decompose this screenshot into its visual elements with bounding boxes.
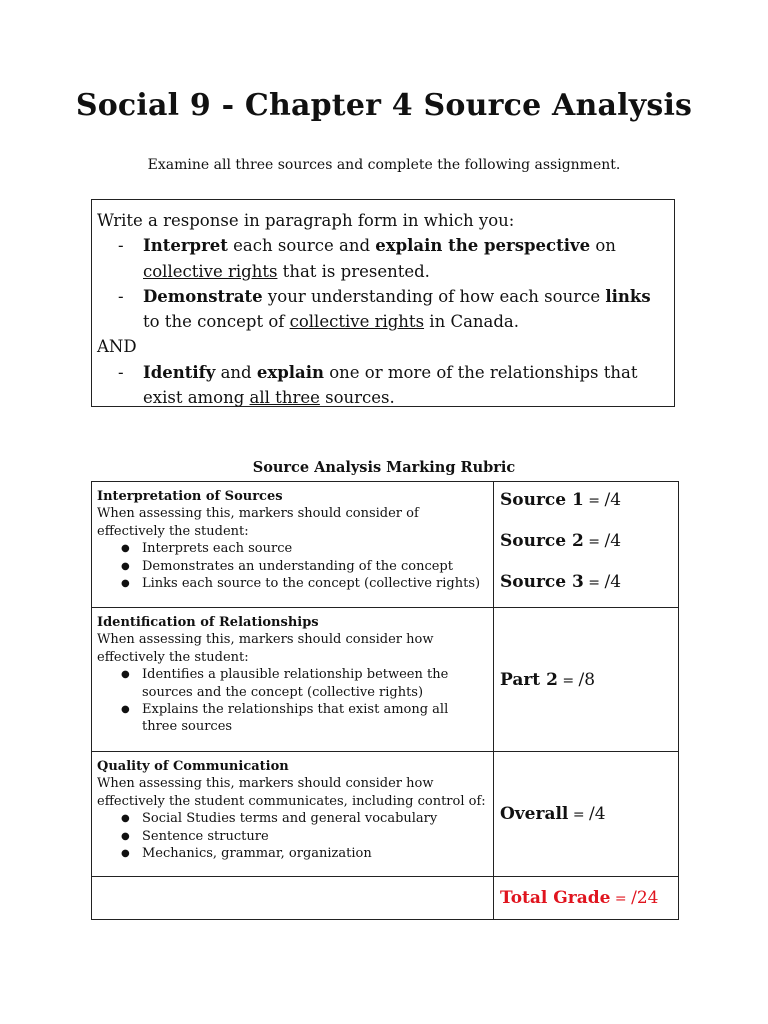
criterion-title: Interpretation of Sources (97, 489, 283, 504)
task-text: in Canada. (424, 312, 520, 332)
total-grade (500, 888, 678, 908)
score-overall (500, 804, 678, 824)
rubric-row-communication (92, 752, 679, 877)
task-text: that is presented. (277, 261, 430, 281)
task-keyword: Interpret (143, 236, 228, 256)
rubric-row-interpretation (92, 482, 679, 608)
criterion-cell (92, 752, 494, 877)
criterion-cell (92, 482, 494, 608)
task-keyword: explain (256, 362, 324, 382)
criterion-title: Identification of Relationships (97, 615, 319, 630)
criterion-bullet: ● Social Studies terms and general vocabulary (97, 810, 487, 827)
task-item-identify (97, 360, 666, 411)
score-label: Source 2 (500, 531, 584, 551)
criterion-description: When assessing this, markers should consider how effectively the student: (97, 632, 434, 665)
marking-rubric-table (91, 481, 679, 920)
score-cell (494, 877, 679, 920)
criterion-bullet: ● Mechanics, grammar, organization (97, 845, 487, 862)
task-text: on (590, 236, 616, 256)
task-underlined: all three (249, 388, 320, 408)
rubric-title: Source Analysis Marking Rubric (252, 459, 516, 476)
criterion-description: When assessing this, markers should consider how effectively the student communicates, including control of: (97, 776, 486, 809)
task-intro: Write a response in paragraph form in which you: (97, 211, 515, 230)
task-text: each source and (227, 236, 376, 256)
score-cell (494, 752, 679, 877)
criterion-bullet: ● Explains the relationships that exist among all three sources (97, 701, 487, 736)
score-cell (494, 482, 679, 608)
criterion-bullets (97, 540, 487, 592)
instructions: Examine all three sources and complete the following assignment. (147, 157, 621, 173)
task-keyword: Identify (143, 362, 216, 382)
total-value: /24 (631, 888, 659, 908)
task-and: AND (97, 337, 137, 357)
score-equals: = (583, 534, 605, 550)
task-text: and (215, 362, 257, 382)
score-part-2 (500, 670, 678, 690)
score-value: /4 (604, 531, 622, 551)
score-equals: = (583, 575, 605, 591)
page-title: Social 9 - Chapter 4 Source Analysis (75, 88, 693, 123)
empty-cell (92, 877, 494, 920)
score-label: Source 3 (500, 572, 584, 592)
criterion-bullet: ● Links each source to the concept (collective rights) (97, 575, 487, 592)
task-item-interpret (97, 233, 666, 284)
task-list (97, 233, 666, 334)
criterion-bullets (97, 810, 487, 862)
score-value: /4 (604, 490, 622, 510)
task-text: one or more of the relationships that exist among (143, 362, 638, 408)
task-text: sources. (319, 388, 395, 408)
task-item-demonstrate (97, 284, 666, 335)
score-value: /4 (589, 804, 606, 824)
score-value: /4 (604, 572, 622, 592)
task-box (91, 199, 675, 407)
rubric-row-total (92, 877, 679, 920)
task-text: to the concept of (143, 312, 290, 332)
score-equals: = (568, 807, 590, 823)
score-label: Source 1 (500, 490, 584, 510)
rubric-row-relationships (92, 608, 679, 752)
total-equals: = (610, 891, 632, 907)
task-underlined: collective rights (143, 261, 278, 281)
score-cell (494, 608, 679, 752)
task-underlined: collective rights (289, 312, 425, 332)
task-keyword: explain the perspective (375, 236, 591, 256)
criterion-bullet: ● Interprets each source (97, 540, 487, 557)
criterion-bullet: ● Demonstrates an understanding of the concept (97, 558, 487, 575)
score-equals: = (557, 672, 579, 689)
total-label: Total Grade (500, 888, 611, 908)
criterion-description: When assessing this, markers should consider of effectively the student: (97, 506, 419, 539)
task-text: your understanding of how each source (262, 286, 606, 306)
criterion-bullet: ● Sentence structure (97, 828, 487, 845)
criterion-title: Quality of Communication (97, 759, 289, 774)
task-keyword: Demonstrate (143, 286, 263, 306)
score-source-2 (500, 531, 678, 551)
score-equals: = (583, 493, 605, 509)
score-source-1 (500, 490, 678, 510)
criterion-bullets (97, 666, 487, 736)
score-label: Part 2 (500, 669, 558, 690)
score-source-3 (500, 572, 678, 592)
task-keyword: links (605, 286, 651, 306)
task-list (97, 360, 666, 411)
criterion-cell (92, 608, 494, 752)
score-label: Overall (500, 804, 569, 824)
criterion-bullet: ● Identifies a plausible relationship between the sources and the concept (collective rights) (97, 666, 487, 701)
score-value: /8 (578, 669, 596, 690)
